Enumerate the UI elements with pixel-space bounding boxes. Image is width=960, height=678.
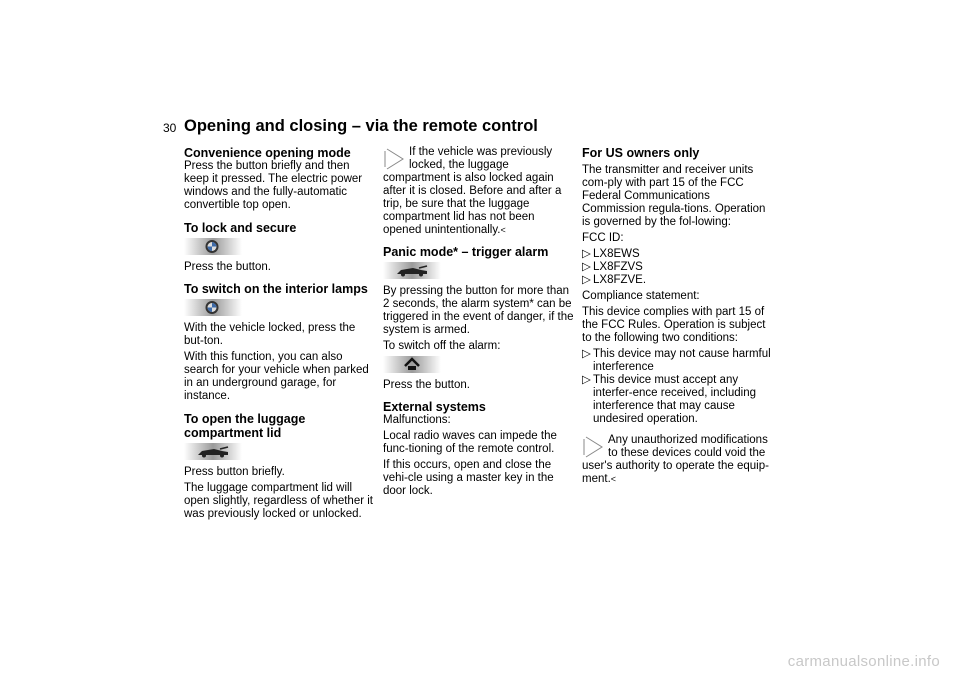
paragraph: The luggage compartment lid will open slightly, regardless of whether it was previously locked or unlocked. xyxy=(184,482,373,520)
column-left xyxy=(184,146,376,524)
paragraph: FCC ID: xyxy=(582,232,624,244)
list-item: ▷ This device must accept any interfer-ence received, including interference that may cause undesired operation. xyxy=(582,374,757,425)
bullet-arrow-icon: ▷ xyxy=(582,374,591,386)
bullet-arrow-icon: ▷ xyxy=(582,248,591,260)
remote-lock-button-icon xyxy=(383,356,441,373)
note-text: If the vehicle was previously locked, the luggage compartment is also locked again after it is closed. Before and after a trip, be sure that the luggage compartment lid has not been opened unintentionally. xyxy=(383,146,562,236)
list-item: ▷ This device may not cause harmful interference xyxy=(582,348,771,373)
list-item: ▷ LX8FZVE. xyxy=(582,274,647,286)
paragraph: With this function, you can also search for your vehicle when parked in an underground garage, for instance. xyxy=(184,351,369,402)
end-mark: < xyxy=(610,474,617,484)
note-luggage-locked xyxy=(383,146,575,237)
page-number: 30 xyxy=(163,121,177,135)
section-title-panic-mode: Panic mode* – trigger alarm xyxy=(383,245,549,259)
note-triangle-icon xyxy=(383,147,405,171)
section-title-external-systems: External systems xyxy=(383,400,486,414)
section-title-us-owners: For US owners only xyxy=(582,146,700,160)
fcc-id-list xyxy=(582,248,774,287)
paragraph: Press the button briefly and then keep it pressed. The electric power windows and the fully-automatic convertible top open. xyxy=(184,160,363,211)
paragraph: Local radio waves can impede the func-tioning of the remote control. xyxy=(383,430,557,455)
remote-trunk-button-icon xyxy=(383,262,441,279)
section-title-open-luggage: To open the luggage compartment lid xyxy=(184,412,306,440)
paragraph: With the vehicle locked, press the but-ton. xyxy=(184,322,356,347)
paragraph: Compliance statement: xyxy=(582,290,700,302)
end-mark: < xyxy=(500,225,506,235)
page-title: Opening and closing – via the remote control xyxy=(184,117,538,135)
section-title-convenience-opening: Convenience opening mode xyxy=(184,146,351,160)
paragraph: Press the button. xyxy=(383,379,470,391)
bullet-arrow-icon: ▷ xyxy=(582,274,591,286)
list-item: ▷ LX8EWS xyxy=(582,248,640,260)
paragraph: To switch off the alarm: xyxy=(383,340,501,352)
paragraph: Press button briefly. xyxy=(184,466,285,478)
remote-bmw-button-icon xyxy=(184,299,242,316)
bullet-arrow-icon: ▷ xyxy=(582,348,591,360)
paragraph: The transmitter and receiver units com-ply with part 15 of the FCC Federal Communications Commission regula-tions. Operation is governed by the fol-lowing: xyxy=(582,164,766,228)
paragraph: This device complies with part 15 of the FCC Rules. Operation is subject to the following two conditions: xyxy=(582,306,766,344)
paragraph: Press the button. xyxy=(184,261,271,273)
note-text: Any unauthorized modifications to these devices could void the user's authority to operate the equip-ment. xyxy=(582,434,769,485)
section-title-interior-lamps: To switch on the interior lamps xyxy=(184,282,368,296)
section-title-lock-secure: To lock and secure xyxy=(184,221,297,235)
remote-bmw-button-icon xyxy=(184,238,242,255)
bullet-arrow-icon: ▷ xyxy=(582,261,591,273)
note-unauthorized-modifications xyxy=(582,434,774,486)
paragraph: By pressing the button for more than 2 seconds, the alarm system* can be triggered in the event of danger, if the system is armed. xyxy=(383,285,574,336)
paragraph: Malfunctions: xyxy=(383,414,451,426)
note-triangle-icon xyxy=(582,435,604,459)
column-right xyxy=(582,146,774,486)
list-item: ▷ LX8FZVS xyxy=(582,261,643,273)
column-middle xyxy=(383,146,575,501)
paragraph: If this occurs, open and close the vehi-cle using a master key in the door lock. xyxy=(383,459,554,497)
watermark: carmanualsonline.info xyxy=(787,653,940,670)
remote-trunk-button-icon xyxy=(184,443,242,460)
conditions-list xyxy=(582,348,774,426)
